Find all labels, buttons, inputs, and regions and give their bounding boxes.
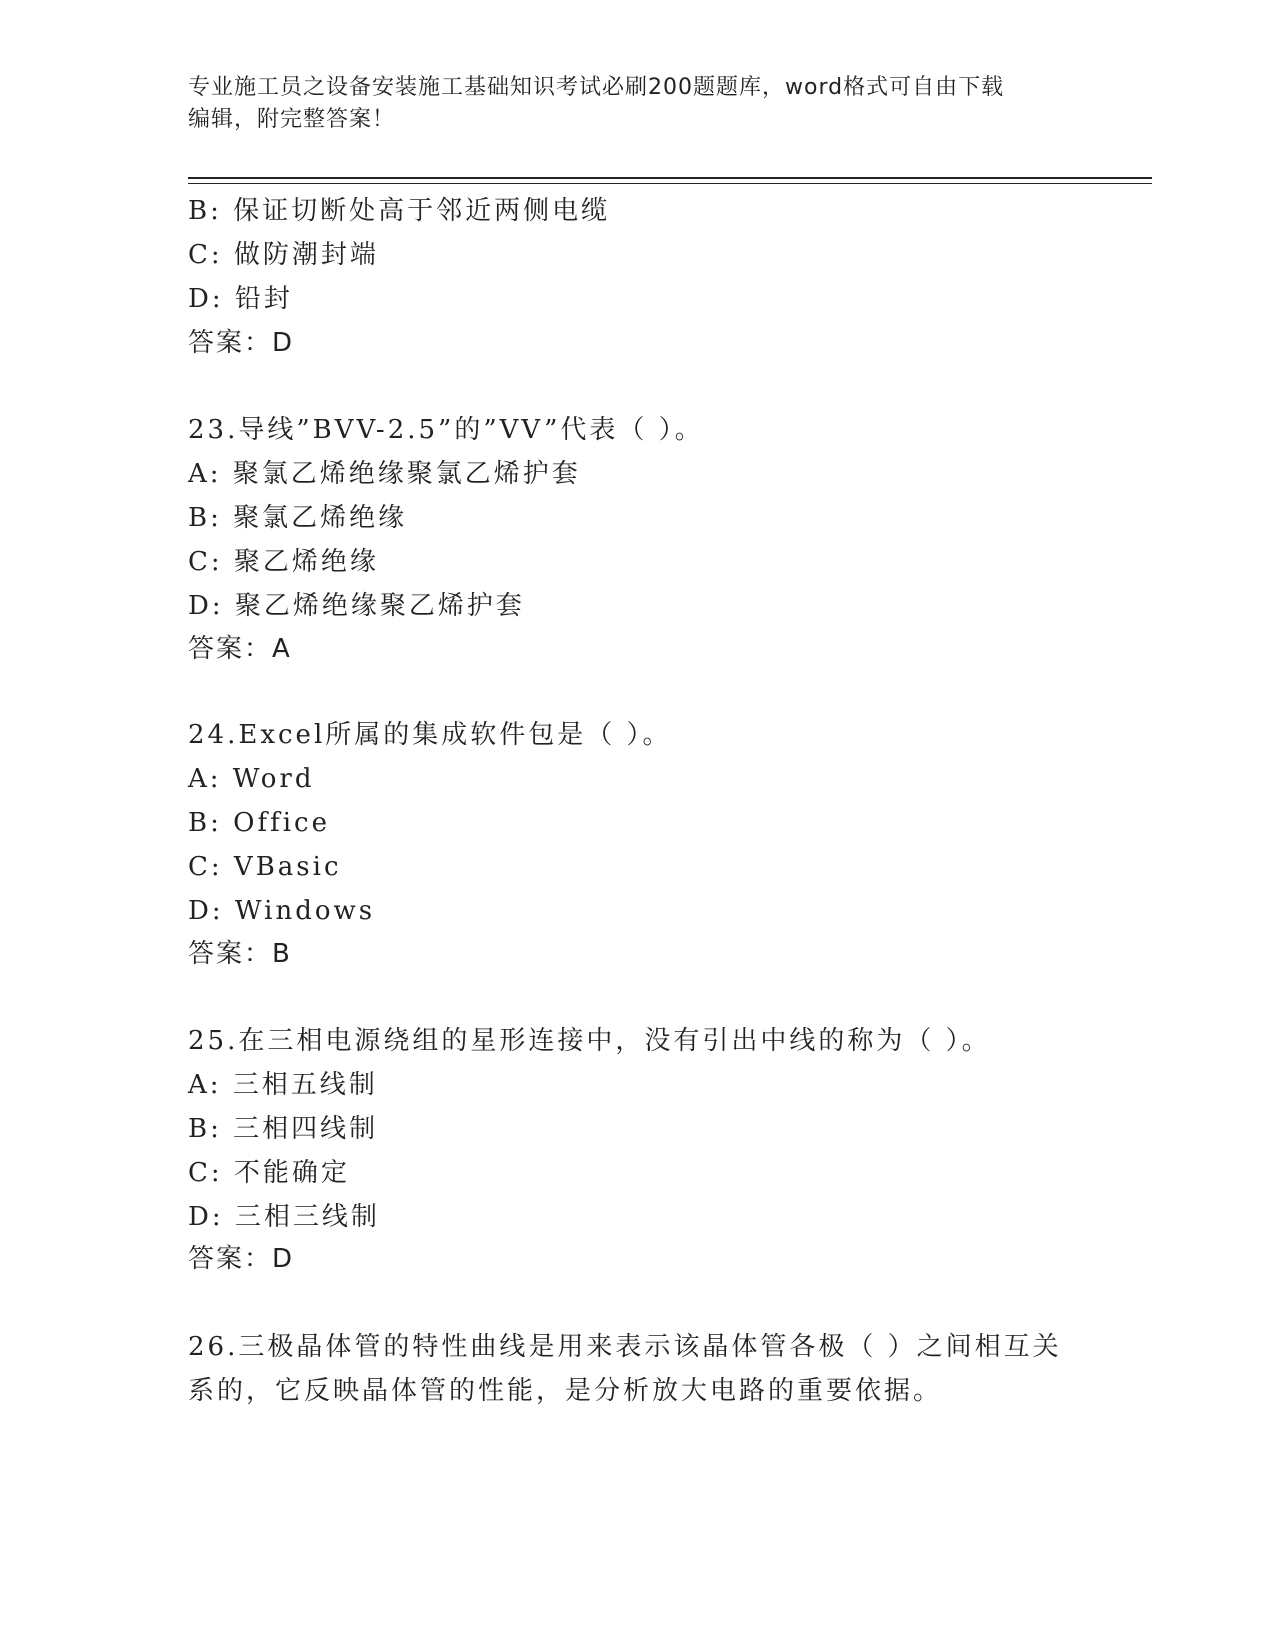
- q23-answer: 答案：A: [188, 634, 292, 664]
- q25-question: 25.在三相电源绕组的星形连接中，没有引出中线的称为（ ）。: [188, 1026, 991, 1056]
- q24-option-d: D: Windows: [188, 896, 376, 926]
- q25-option-a: A: 三相五线制: [188, 1070, 378, 1100]
- header-divider-thick: [188, 177, 1152, 179]
- q22-option-b: B: 保证切断处高于邻近两侧电缆: [188, 196, 611, 226]
- q23-option-a: A: 聚氯乙烯绝缘聚氯乙烯护套: [188, 459, 581, 489]
- q26-question-line-1: 26.三极晶体管的特性曲线是用来表示该晶体管各极（ ）之间相互关: [188, 1332, 1062, 1362]
- header-title-line-2: 编辑，附完整答案！: [188, 107, 396, 132]
- document-header: [188, 72, 1078, 136]
- q23-option-c: C: 聚乙烯绝缘: [188, 547, 379, 577]
- q24-option-c: C: VBasic: [188, 852, 342, 882]
- q22-answer: 答案：D: [188, 328, 295, 358]
- q24-question: 24.Excel所属的集成软件包是（ ）。: [188, 720, 672, 750]
- q23-question: 23.导线”BVV-2.5”的”VV”代表（ ）。: [188, 415, 704, 445]
- q22-option-d: D: 铅封: [188, 284, 293, 314]
- q25-answer: 答案：D: [188, 1244, 295, 1274]
- q24-option-a: A: Word: [188, 764, 315, 794]
- q24-answer: 答案：B: [188, 939, 292, 969]
- q26-question-line-2: 系的，它反映晶体管的性能，是分析放大电路的重要依据。: [188, 1376, 943, 1406]
- q23-option-d: D: 聚乙烯绝缘聚乙烯护套: [188, 591, 525, 621]
- header-divider-thin: [188, 183, 1152, 184]
- q24-option-b: B: Office: [188, 808, 330, 838]
- q25-option-d: D: 三相三线制: [188, 1202, 380, 1232]
- q22-option-c: C: 做防潮封端: [188, 240, 379, 270]
- q25-option-b: B: 三相四线制: [188, 1114, 379, 1144]
- header-title-line-1: 专业施工员之设备安装施工基础知识考试必刷200题题库，word格式可自由下载: [188, 75, 1005, 100]
- q25-option-c: C: 不能确定: [188, 1158, 350, 1188]
- q23-option-b: B: 聚氯乙烯绝缘: [188, 503, 408, 533]
